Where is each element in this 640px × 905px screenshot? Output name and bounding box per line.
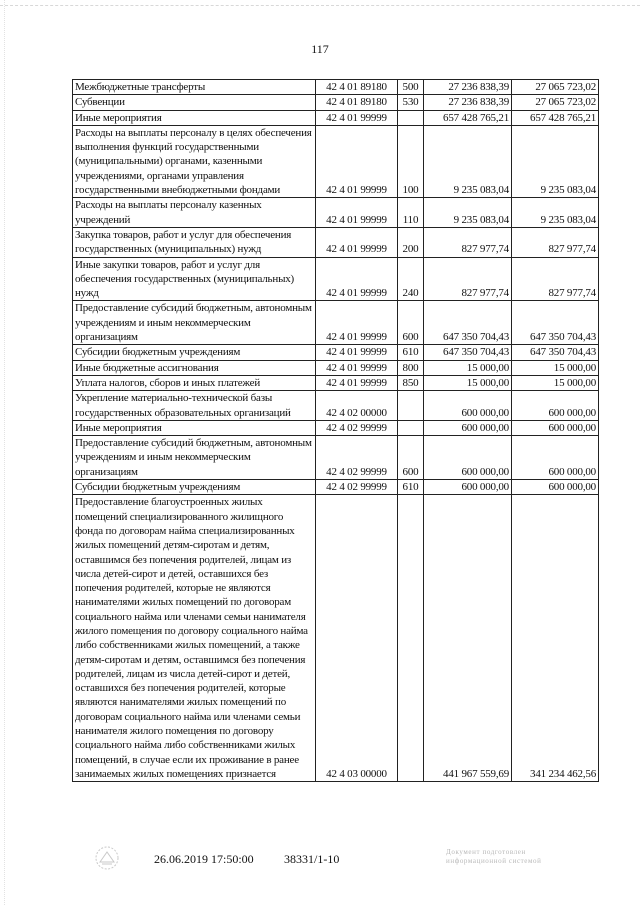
page-number: 117 — [311, 42, 329, 56]
table-row — [73, 391, 599, 421]
row-name-cell: Иные закупки товаров, работ и услуг для обеспечения государственных (муниципальных) нужд — [73, 257, 316, 301]
budget-table-body — [73, 80, 599, 782]
row-csr-cell: 42 4 02 99999 — [316, 436, 398, 480]
row-sum1-cell: 600 000,00 — [424, 436, 512, 480]
row-name-cell: Иные бюджетные ассигнования — [73, 360, 316, 375]
row-csr-cell: 42 4 01 99999 — [316, 110, 398, 125]
row-vr-cell — [398, 495, 424, 782]
row-name-cell: Предоставление субсидий бюджетным, автономным учреждениям и иным некоммерческим организациям — [73, 301, 316, 345]
row-sum1-cell: 827 977,74 — [424, 227, 512, 257]
row-name-cell: Расходы на выплаты персоналу в целях обеспечения выполнения функций государственными (муниципальными) органами, казенными учреждениями, органами управления государственными внебюджетными фондами — [73, 125, 316, 197]
row-sum1-cell: 600 000,00 — [424, 480, 512, 495]
row-sum1-cell: 27 236 838,39 — [424, 95, 512, 110]
row-sum1-cell: 15 000,00 — [424, 360, 512, 375]
row-sum2-cell: 657 428 765,21 — [512, 110, 599, 125]
footer-doc-number: 38331/1-10 — [284, 852, 340, 866]
row-csr-cell: 42 4 01 89180 — [316, 80, 398, 95]
row-vr-cell: 200 — [398, 227, 424, 257]
row-name-cell: Иные мероприятия — [73, 110, 316, 125]
budget-table — [72, 79, 599, 782]
table-row — [73, 375, 599, 390]
row-sum1-cell: 827 977,74 — [424, 257, 512, 301]
row-sum2-cell: 600 000,00 — [512, 480, 599, 495]
row-vr-cell — [398, 110, 424, 125]
row-vr-cell — [398, 391, 424, 421]
row-sum2-cell: 27 065 723,02 — [512, 80, 599, 95]
row-name-cell: Предоставление субсидий бюджетным, автономным учреждениям и иным некоммерческим организациям — [73, 436, 316, 480]
row-csr-cell: 42 4 01 99999 — [316, 345, 398, 360]
row-vr-cell — [398, 420, 424, 435]
row-csr-cell: 42 4 02 99999 — [316, 480, 398, 495]
row-name-cell: Субвенции — [73, 95, 316, 110]
row-sum1-cell: 657 428 765,21 — [424, 110, 512, 125]
row-sum2-cell: 15 000,00 — [512, 375, 599, 390]
row-sum2-cell: 647 350 704,43 — [512, 301, 599, 345]
row-vr-cell: 100 — [398, 125, 424, 197]
row-vr-cell: 240 — [398, 257, 424, 301]
row-vr-cell: 610 — [398, 480, 424, 495]
row-csr-cell: 42 4 02 99999 — [316, 420, 398, 435]
row-sum2-cell: 600 000,00 — [512, 391, 599, 421]
row-name-cell: Субсидии бюджетным учреждениям — [73, 480, 316, 495]
table-row — [73, 480, 599, 495]
row-sum2-cell: 27 065 723,02 — [512, 95, 599, 110]
row-sum2-cell: 600 000,00 — [512, 420, 599, 435]
table-row — [73, 301, 599, 345]
row-sum1-cell: 15 000,00 — [424, 375, 512, 390]
row-sum2-cell: 341 234 462,56 — [512, 495, 599, 782]
row-sum1-cell: 647 350 704,43 — [424, 345, 512, 360]
row-sum1-cell: 9 235 083,04 — [424, 198, 512, 228]
row-vr-cell: 110 — [398, 198, 424, 228]
table-row — [73, 436, 599, 480]
row-csr-cell: 42 4 02 00000 — [316, 391, 398, 421]
row-vr-cell: 600 — [398, 436, 424, 480]
table-row — [73, 420, 599, 435]
row-sum2-cell: 9 235 083,04 — [512, 125, 599, 197]
row-vr-cell: 610 — [398, 345, 424, 360]
row-name-cell: Межбюджетные трансферты — [73, 80, 316, 95]
row-sum1-cell: 600 000,00 — [424, 391, 512, 421]
scan-edge — [0, 0, 640, 6]
table-row — [73, 257, 599, 301]
table-row — [73, 95, 599, 110]
row-name-cell: Уплата налогов, сборов и иных платежей — [73, 375, 316, 390]
row-sum2-cell: 9 235 083,04 — [512, 198, 599, 228]
row-vr-cell: 850 — [398, 375, 424, 390]
table-row — [73, 80, 599, 95]
footer-faint-text: Документ подготовлен информационной системой — [446, 848, 542, 865]
row-vr-cell: 530 — [398, 95, 424, 110]
row-csr-cell: 42 4 01 99999 — [316, 257, 398, 301]
row-vr-cell: 600 — [398, 301, 424, 345]
row-sum1-cell: 441 967 559,69 — [424, 495, 512, 782]
row-sum2-cell: 827 977,74 — [512, 257, 599, 301]
table-row — [73, 227, 599, 257]
footer-date: 26.06.2019 17:50:00 — [154, 852, 254, 866]
row-name-cell: Предоставление благоустроенных жилых помещений специализированного жилищного фонда по договорам найма специализированных жилых помещений детям-сиротам и детям, оставшимся без попечения родителей, лицам из числа детей-сирот и детей, оставшихся без попечения родителей, которые не являются нанимателями жилых помещений по договорам социального найма или членами семьи нанимателя жилого помещения по договору социального найма либо собственниками жилых помещений, а также детям-сиротам и детям, оставшимся без попечения родителей, лицам из числа детей-сирот и детей, оставшихся без попечения родителей, которые являются нанимателями жилых помещений по договорам социального найма или членами семьи нанимателя жилого помещения по договору социального найма либо собственниками жилых помещений, в случае если их проживание в ранее занимаемых жилых помещениях признается — [73, 495, 316, 782]
row-sum2-cell: 827 977,74 — [512, 227, 599, 257]
row-name-cell: Закупка товаров, работ и услуг для обеспечения государственных (муниципальных) нужд — [73, 227, 316, 257]
row-sum2-cell: 647 350 704,43 — [512, 345, 599, 360]
row-csr-cell: 42 4 01 99999 — [316, 360, 398, 375]
row-sum2-cell: 600 000,00 — [512, 436, 599, 480]
table-row — [73, 198, 599, 228]
row-csr-cell: 42 4 01 99999 — [316, 125, 398, 197]
row-csr-cell: 42 4 01 89180 — [316, 95, 398, 110]
row-sum1-cell: 9 235 083,04 — [424, 125, 512, 197]
row-name-cell: Иные мероприятия — [73, 420, 316, 435]
row-csr-cell: 42 4 03 00000 — [316, 495, 398, 782]
row-name-cell: Укрепление материально-технической базы государственных образовательных организаций — [73, 391, 316, 421]
row-csr-cell: 42 4 01 99999 — [316, 227, 398, 257]
table-row — [73, 110, 599, 125]
row-vr-cell: 800 — [398, 360, 424, 375]
table-row — [73, 345, 599, 360]
footer — [0, 848, 640, 878]
row-sum1-cell: 27 236 838,39 — [424, 80, 512, 95]
seal-stamp-icon — [93, 844, 121, 872]
row-name-cell: Расходы на выплаты персоналу казенных учреждений — [73, 198, 316, 228]
row-csr-cell: 42 4 01 99999 — [316, 375, 398, 390]
row-sum2-cell: 15 000,00 — [512, 360, 599, 375]
table-row — [73, 125, 599, 197]
row-vr-cell: 500 — [398, 80, 424, 95]
table-row — [73, 495, 599, 782]
scan-edge-left — [4, 0, 6, 905]
table-row — [73, 360, 599, 375]
row-sum1-cell: 647 350 704,43 — [424, 301, 512, 345]
row-csr-cell: 42 4 01 99999 — [316, 198, 398, 228]
row-csr-cell: 42 4 01 99999 — [316, 301, 398, 345]
row-name-cell: Субсидии бюджетным учреждениям — [73, 345, 316, 360]
row-sum1-cell: 600 000,00 — [424, 420, 512, 435]
